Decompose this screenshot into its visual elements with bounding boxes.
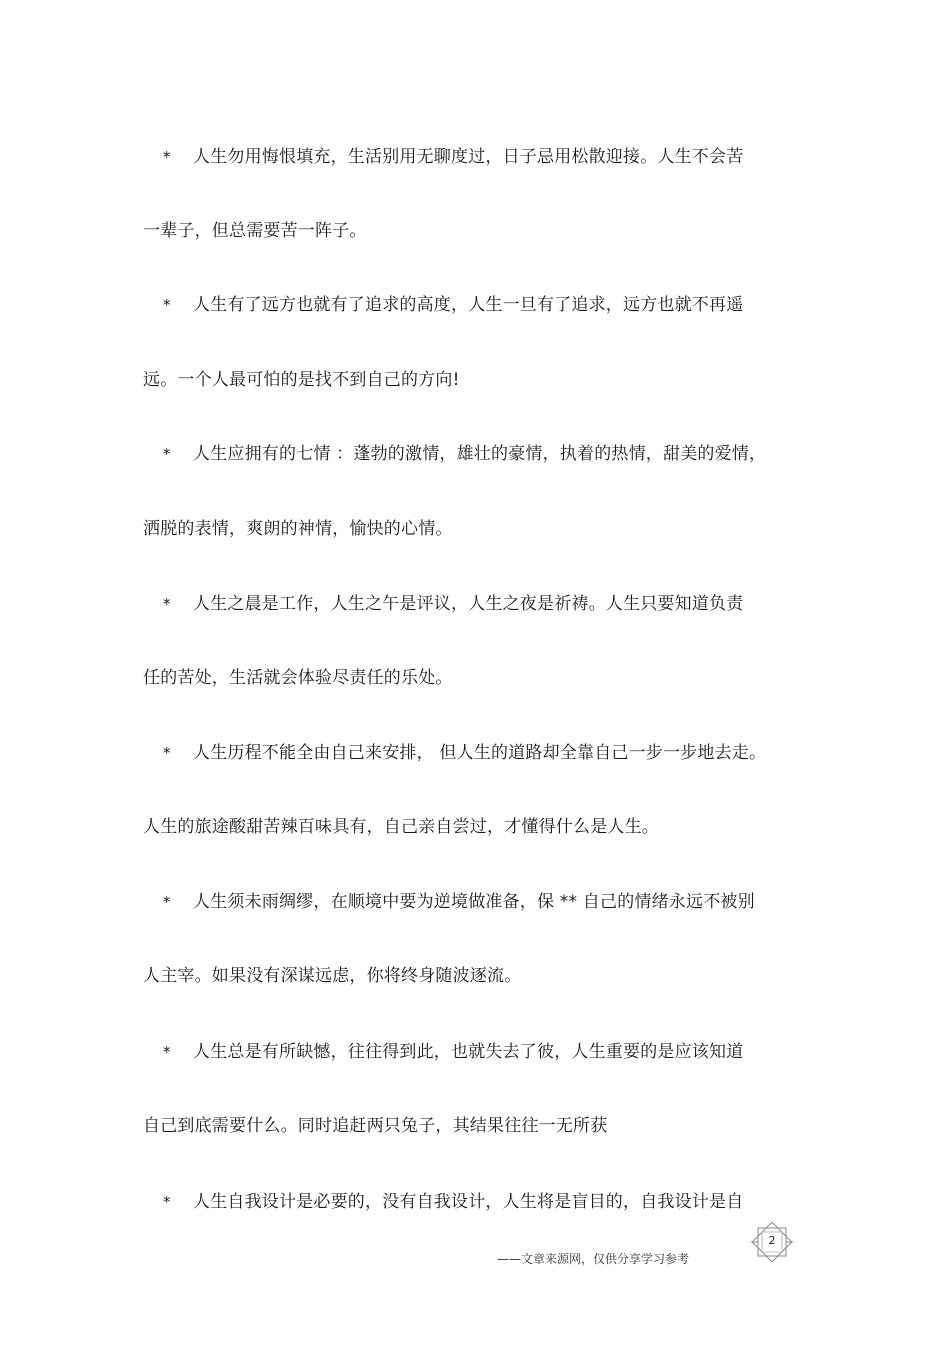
paragraph-text: 人生须未雨绸缪，在顺境中要为逆境做准备，保 ** 自己的情绪永远不被别	[193, 892, 755, 912]
bullet-marker: *	[163, 744, 171, 762]
paragraph-text: 人生勿用悔恨填充，生活别用无聊度过，日子忌用松散迎接。人生不会苦	[193, 147, 744, 167]
paragraph-text: 洒脱的表情，爽朗的神情，愉快的心情。	[143, 519, 453, 539]
paragraph-text: 自己到底需要什么。同时追赶两只兔子，其结果往往一无所获	[143, 1116, 608, 1136]
paragraph-text: 人生总是有所缺憾，往往得到此，也就失去了彼，人生重要的是应该知道	[193, 1042, 744, 1062]
page-number-badge	[749, 1221, 795, 1263]
paragraph-text: 人生应拥有的七情 ：蓬勃的激情，雄壮的豪情，执着的热情，甜美的爱情，	[193, 444, 767, 464]
bullet-marker: *	[163, 148, 171, 166]
paragraph-text: 人生有了远方也就有了追求的高度，人生一旦有了追求，远方也就不再遥	[193, 295, 744, 315]
bullet-marker: *	[163, 893, 171, 911]
footer-source-note: ——文章来源网，仅供分享学习参考	[497, 1252, 690, 1266]
paragraph-text: 远。一个人最可怕的是找不到自己的方向!	[143, 370, 460, 390]
paragraph-text: 人生的旅途酸甜苦辣百味具有，自己亲自尝过，才懂得什么是人生。	[143, 817, 659, 837]
bullet-marker: *	[163, 1043, 171, 1061]
paragraph-text: 人生自我设计是必要的，没有自我设计，人生将是盲目的，自我设计是自	[193, 1192, 744, 1212]
paragraph-text: 任的苦处，生活就会体验尽责任的乐处。	[143, 668, 453, 688]
paragraph-text: 人生之晨是工作，人生之午是评议，人生之夜是祈祷。人生只要知道负责	[193, 594, 744, 614]
bullet-marker: *	[163, 445, 171, 463]
paragraph-text: 人主宰。如果没有深谋远虑，你将终身随波逐流。	[143, 966, 522, 986]
paragraph-text: 人生历程不能全由自己来安排， 但人生的道路却全靠自己一步一步地去走。	[193, 743, 767, 763]
bullet-marker: *	[163, 296, 171, 314]
paragraph-text: 一辈子，但总需要苦一阵子。	[143, 221, 367, 241]
bullet-marker: *	[163, 1193, 171, 1211]
bullet-marker: *	[163, 595, 171, 613]
page-number: 2	[768, 1234, 776, 1247]
